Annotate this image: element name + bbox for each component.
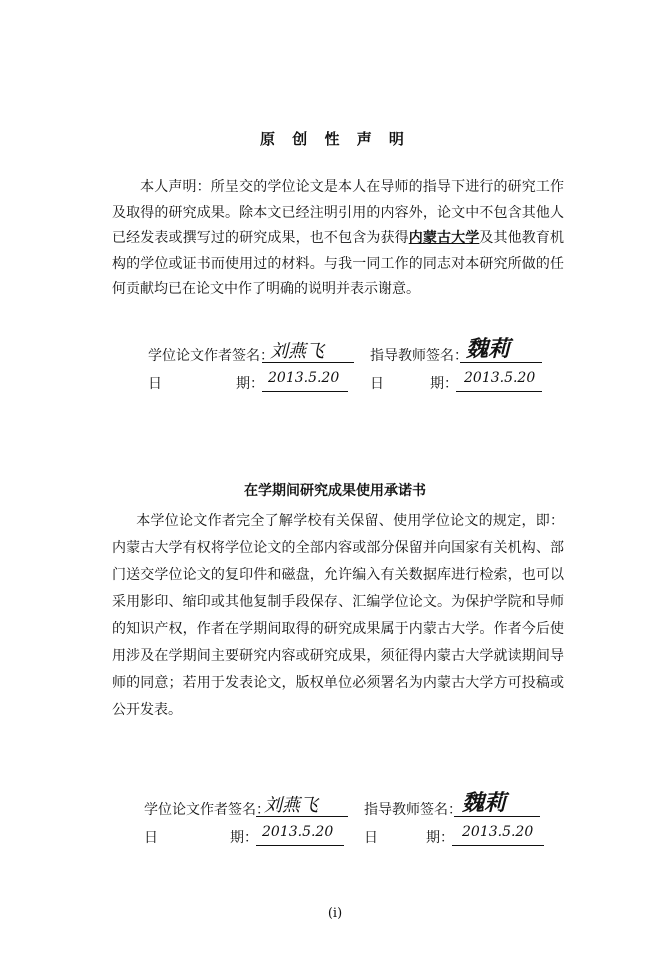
date-label-left: 日 — [148, 376, 162, 392]
commitment-advisor-date: 2013.5.20 — [462, 824, 534, 840]
declaration-body-suffix: 及其他教育机构的学位或证书而使用过的材料。与我一同工作的同志对本研究所做的任何贡献均已在论文中作了明确的说明并表示谢意。 — [112, 230, 565, 297]
page-number: (i) — [327, 906, 343, 921]
author-signature: 刘燕飞 — [270, 341, 324, 362]
commitment-body — [112, 508, 564, 724]
declaration-title: 原 创 性 声 明 — [260, 130, 410, 148]
commitment-date-label-right: 期： — [230, 830, 258, 846]
commitment-author-sign-label: 学位论文作者签名： — [144, 802, 270, 818]
commitment-title: 在学期间研究成果使用承诺书 — [244, 483, 426, 499]
advisor-date: 2013.5.20 — [464, 370, 536, 386]
commitment-body-text: 本学位论文作者完全了解学校有关保留、使用学位论文的规定，即：内蒙古大学有权将学位论文的全部内容或部分保留并向国家有关机构、部门送交学位论文的复印件和磁盘，允许编入有关数据库进行检索，也可以采用影印、缩印或其他复制手段保存、汇编学位论文。为保护学院和导师的知识产权，作者在学期间取得的研究成果属于内蒙古大学。作者今后使用涉及在学期间主要研究内容或研究成果，须征得内蒙古大学就读期间导师的同意；若用于发表论文，版权单位必须署名为内蒙古大学方可投稿或公开发表。 — [112, 513, 564, 718]
author-sign-label: 学位论文作者签名： — [148, 348, 274, 364]
declaration-body-prefix: 本人声明：所呈交的学位论文是本人在导师的指导下进行的研究工作及取得的研究成果。除本文已经注明引用的内容外，论文中不包含其他人已经发表或撰写过的研究成果，也不包含为获得 — [112, 179, 564, 246]
advisor-signature: 魏莉 — [466, 336, 511, 362]
date-label-right: 期： — [236, 376, 264, 392]
commitment-date-label-left: 日 — [144, 830, 158, 846]
advisor-date-label-left: 日 — [370, 376, 384, 392]
commitment-advisor-date-label-right: 期： — [426, 830, 454, 846]
advisor-date-label-right: 期： — [430, 376, 458, 392]
commitment-author-signature: 刘燕飞 — [264, 795, 318, 816]
commitment-advisor-sign-label: 指导教师签名： — [364, 802, 462, 818]
commitment-author-date: 2013.5.20 — [262, 824, 334, 840]
commitment-advisor-signature: 魏莉 — [462, 790, 507, 816]
declaration-body — [112, 175, 564, 303]
commitment-advisor-date-label-left: 日 — [364, 830, 378, 846]
advisor-sign-label: 指导教师签名： — [370, 348, 468, 364]
university-name: 内蒙古大学 — [408, 230, 480, 246]
author-date: 2013.5.20 — [268, 370, 340, 386]
